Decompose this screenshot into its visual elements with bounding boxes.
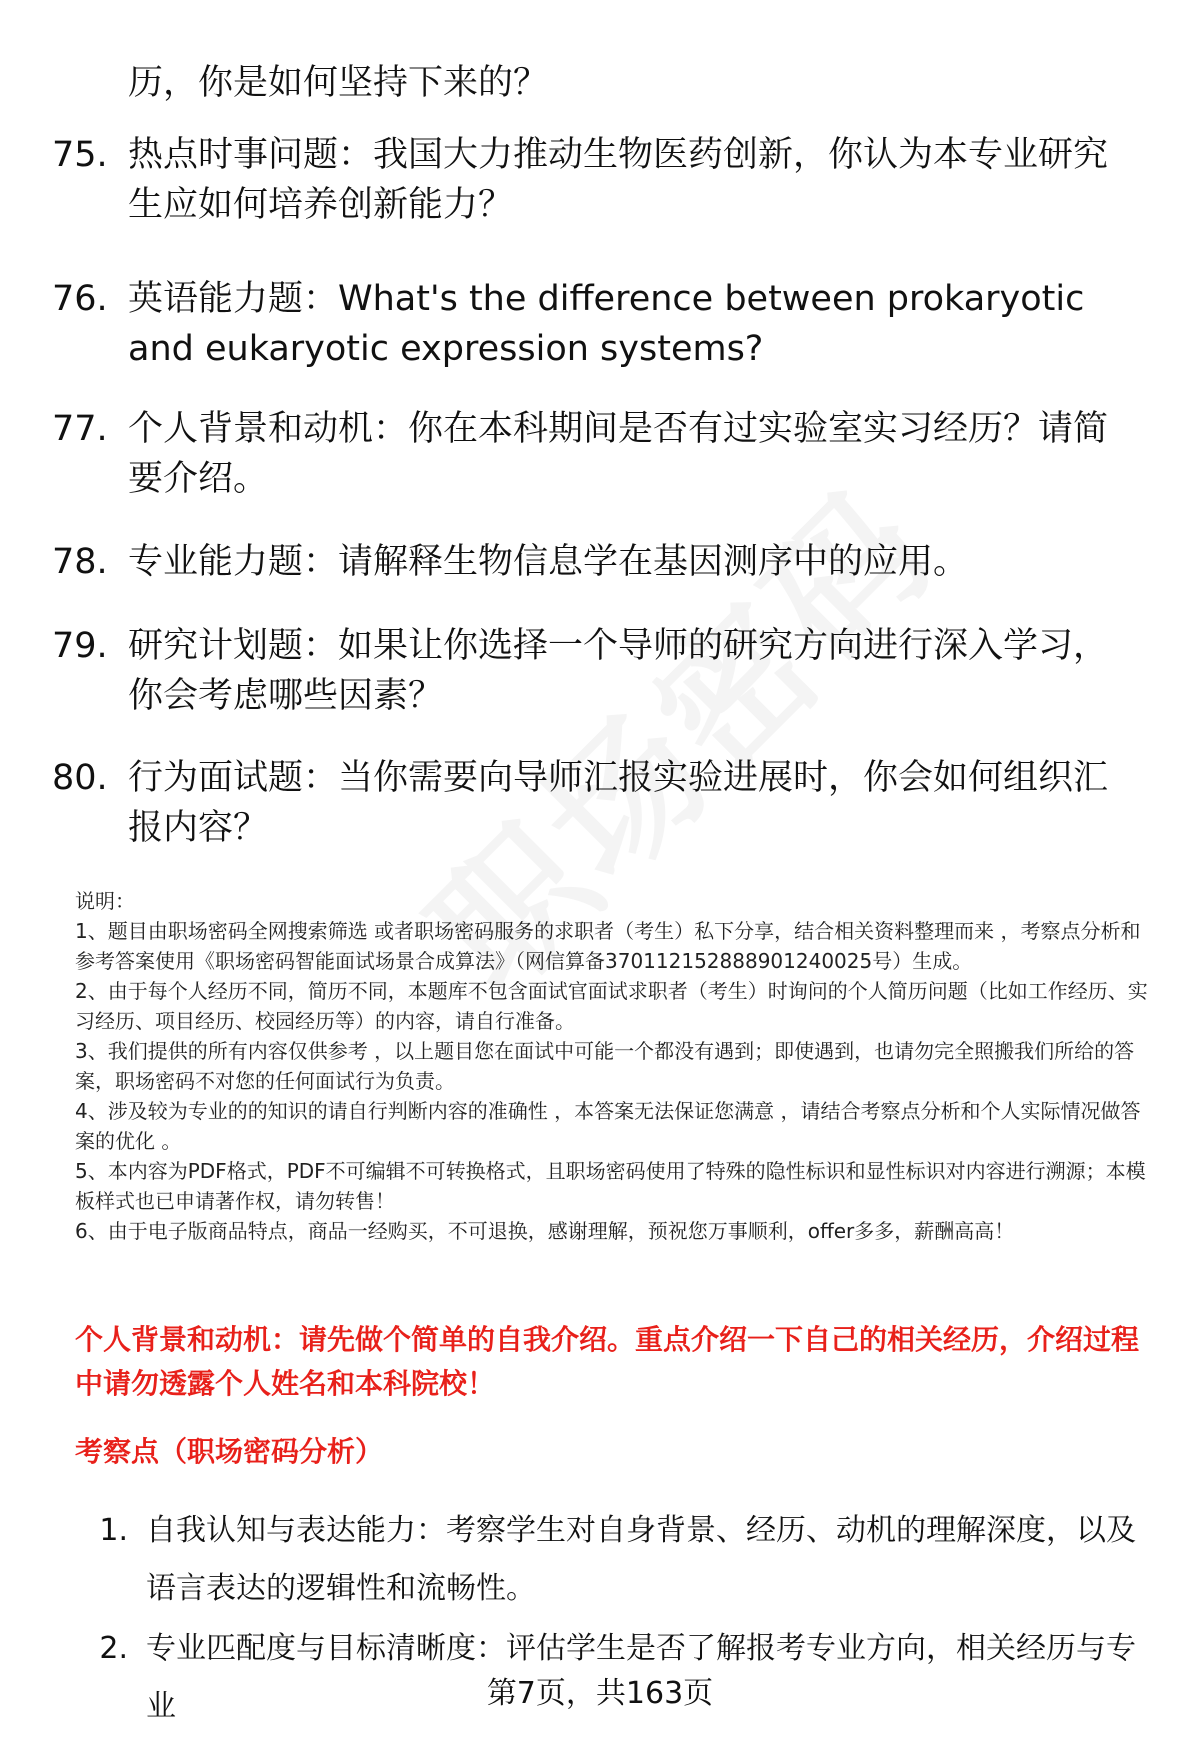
- question-text: 热点时事问题：我国大力推动生物医药创新，你认为本专业研究生应如何培养创新能力？: [128, 135, 1109, 225]
- featured-question: 个人背景和动机：请先做个简单的自我介绍。重点介绍一下自己的相关经历，介绍过程中请勿透露个人姓名和本科院校！: [75, 1323, 1140, 1400]
- question-number: 77.: [52, 409, 108, 449]
- question-text: 英语能力题：What's the difference between prokaryotic and eukaryotic expression systems?: [128, 279, 1085, 369]
- notes-title: 说明：: [75, 889, 135, 913]
- analysis-number: 2.: [99, 1631, 128, 1666]
- question-text: 行为面试题：当你需要向导师汇报实验进展时，你会如何组织汇报内容？: [128, 758, 1109, 848]
- note-item: 2、由于每个人经历不同，简历不同，本题库不包含面试官面试求职者（考生）时询问的个人简历问题（比如工作经历、实习经历、项目经历、校园经历等）的内容，请自行准备。: [75, 979, 1148, 1033]
- analysis-item: [82, 1502, 1162, 1618]
- question-item: [52, 274, 1152, 374]
- note-item: 6、由于电子版商品特点，商品一经购买，不可退换，感谢理解，预祝您万事顺利，offer多多，薪酬高高！: [75, 1219, 1015, 1243]
- question-item: [52, 753, 1152, 853]
- disclaimer-notes: [75, 886, 1160, 1246]
- question-number: 79.: [52, 626, 108, 666]
- note-item: 4、涉及较为专业的的知识的请自行判断内容的准确性 ，本答案无法保证您满意 ，请结合考察点分析和个人实际情况做答案的优化 。: [75, 1099, 1141, 1153]
- analysis-text: 自我认知与表达能力：考察学生对自身背景、经历、动机的理解深度，以及语言表达的逻辑性和流畅性。: [146, 1513, 1136, 1606]
- note-item: 5、本内容为PDF格式，PDF不可编辑不可转换格式，且职场密码使用了特殊的隐性标识和显性标识对内容进行溯源；本模板样式也已申请著作权，请勿转售！: [75, 1159, 1146, 1213]
- question-item: [52, 404, 1152, 504]
- question-continuation: 历，你是如何坚持下来的？: [128, 63, 549, 103]
- analysis-heading: 考察点（职场密码分析）: [75, 1435, 384, 1468]
- question-number: 75.: [52, 135, 108, 175]
- question-item: [52, 621, 1152, 721]
- note-item: 1、题目由职场密码全网搜索筛选 或者职场密码服务的求职者（考生）私下分享，结合相关资料整理而来 ，考察点分析和参考答案使用《职场密码智能面试场景合成算法》（网信算备370112152888901240025号）生成。: [75, 919, 1141, 973]
- analysis-text: 专业匹配度与目标清晰度：评估学生是否了解报考专业方向，相关经历与专业: [146, 1631, 1136, 1724]
- question-item: [52, 537, 1152, 587]
- question-number: 76.: [52, 279, 108, 319]
- question-text: 个人背景和动机：你在本科期间是否有过实验室实习经历？请简要介绍。: [128, 409, 1109, 499]
- note-item: 3、我们提供的所有内容仅供参考 ，以上题目您在面试中可能一个都没有遇到；即使遇到，也请勿完全照搬我们所给的答案，职场密码不对您的任何面试行为负责。: [75, 1039, 1135, 1093]
- question-text: 研究计划题：如果让你选择一个导师的研究方向进行深入学习，你会考虑哪些因素？: [128, 626, 1109, 716]
- question-number: 78.: [52, 542, 108, 582]
- page-footer: 第7页，共163页: [486, 1676, 714, 1711]
- question-number: 80.: [52, 758, 108, 798]
- analysis-number: 1.: [99, 1513, 128, 1548]
- question-text: 专业能力题：请解释生物信息学在基因测序中的应用。: [128, 542, 969, 582]
- question-item: [52, 130, 1152, 230]
